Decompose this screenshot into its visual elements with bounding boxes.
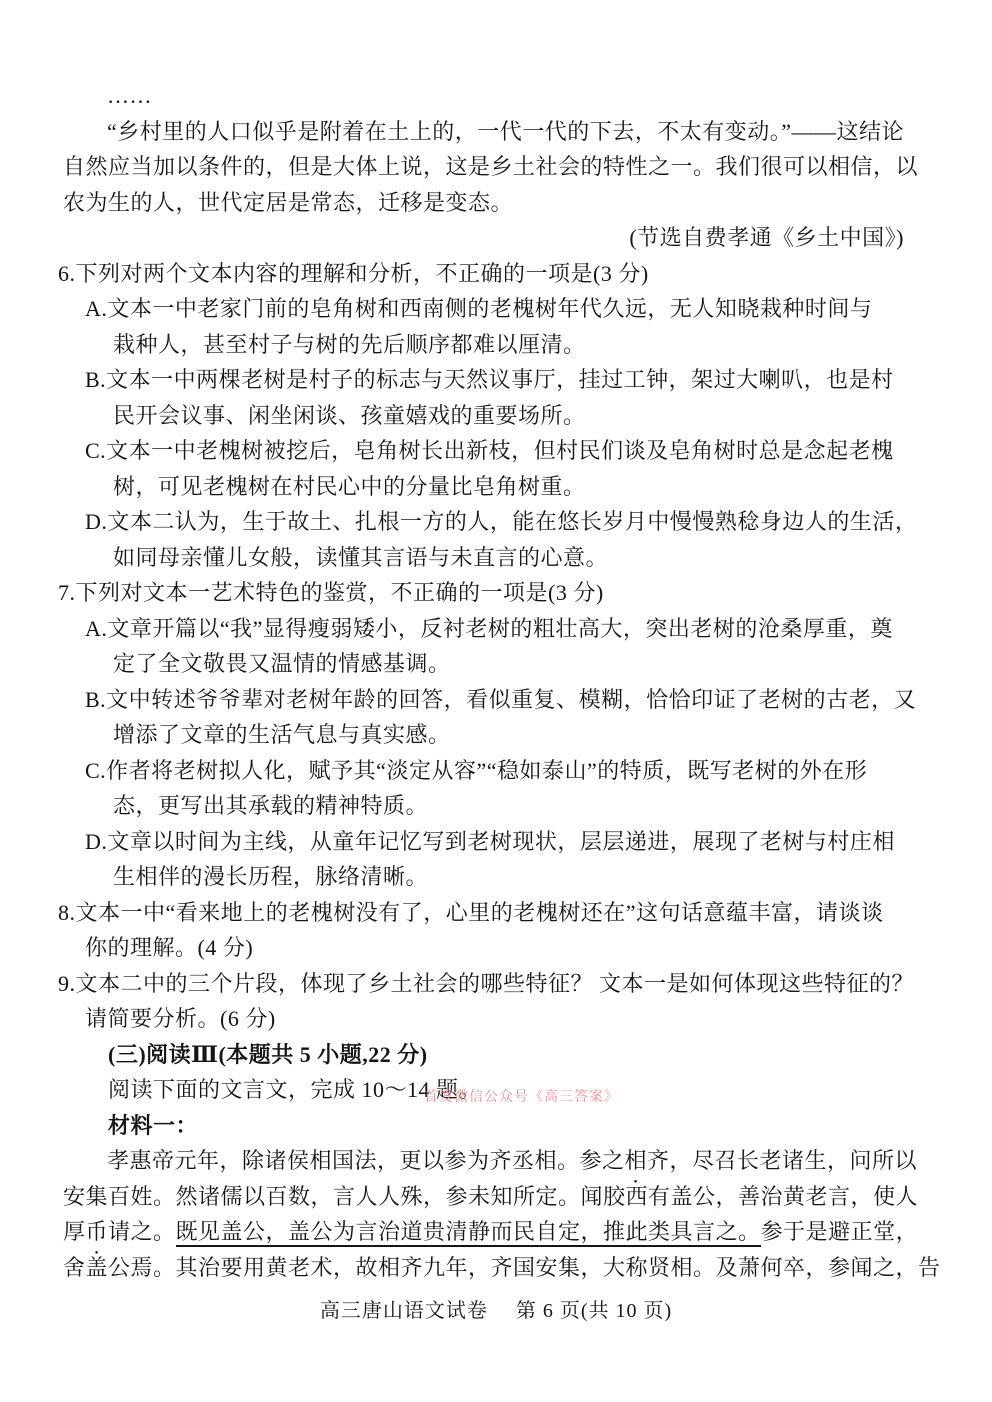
q7-option-b-line: B.文中转述爷爷辈对老树年龄的回答，看似重复、模糊，恰恰印证了老树的古老，又: [85, 686, 917, 712]
q7-option-d-line: 生相伴的漫长历程，脉络清晰。: [113, 864, 429, 889]
q6-option-c-line: C.文本一中老槐树被挖后，皂角树长出新枝，但村民们谈及皂角树时总是念起老槐: [85, 438, 894, 463]
passage-line: [63, 1214, 931, 1250]
q7-option-a-line: 定了全文敬畏又温情的情感基调。: [113, 651, 451, 676]
passage-text: 厚: [63, 1219, 86, 1244]
question-6-stem: 6.下列对两个文本内容的理解和分析，不正确的一项是(3 分): [58, 260, 649, 286]
q6-option-b-line: 民开会议事、闲坐闲谈、孩童嬉戏的重要场所。: [113, 402, 586, 428]
q7-option-b-line: 增添了文章的生活气息与真实感。: [113, 722, 451, 747]
excerpt-line: 农为生的人，世代定居是常态，迁移是变态。: [63, 189, 514, 215]
passage-line: [63, 1143, 931, 1179]
underlined-clause: 既见盖公，盖公为言治道贵清静而民自定，推此类具言之。: [176, 1219, 761, 1247]
q6-option-a-line: A.文本一中老家门前的皂角树和西南侧的老槐树年代久远，无人知晓栽种时间与: [85, 296, 873, 321]
q7-option-d-line: D.文章以时间为主线，从童年记忆写到老树现状，层层递进，展现了老树与村庄相: [85, 828, 895, 854]
question-9-line: 9.文本二中的三个片段，体现了乡土社会的哪些特征？ 文本一是如何体现这些特征的？: [58, 970, 915, 996]
page-footer: [0, 1294, 992, 1323]
q6-option-d-line: 如同母亲懂儿女般，读懂其言语与未直言的心意。: [113, 544, 609, 570]
question-7-stem: 7.下列对文本一艺术特色的鉴赏，不正确的一项是(3 分): [58, 580, 604, 605]
excerpt-line: “乡村里的人口似乎是附着在土上的，一代一代的下去，不太有变动。”——这结论: [107, 118, 905, 144]
footer-doc-title: 高三唐山语文试卷: [319, 1300, 488, 1322]
emphasis-dot-char: 相 ●: [625, 1143, 648, 1179]
q6-option-d-line: D.文本二认为，生于故土、扎根一方的人，能在悠长岁月中慢慢熟稔身边人的生活，: [85, 509, 918, 534]
section-3-heading: (三)阅读Ⅲ(本题共 5 小题,22 分): [108, 1041, 428, 1067]
question-8-line: 你的理解。(4 分): [85, 935, 254, 960]
excerpt-attribution: (节选自费孝通《乡土中国》): [629, 225, 904, 250]
q6-option-c-line: 树，可见老槐树在村民心中的分量比皂角树重。: [113, 473, 586, 499]
material-1-label: 材料一：: [108, 1112, 199, 1138]
question-8-line: 8.文本一中“看来地上的老槐树没有了，心里的老槐树还在”这句话意蕴丰富，请谈谈: [58, 899, 884, 925]
passage-text: 齐，尽召长老诸生，问所以: [647, 1148, 918, 1173]
emphasis-dot-char: 币 ●: [86, 1214, 109, 1250]
footer-page-info: 第 6 页(共 10 页): [515, 1300, 673, 1322]
q7-option-c-line: C.作者将老树拟人化，赋予其“淡定从容”“稳如泰山”的特质，既写老树的外在形: [85, 757, 868, 783]
passage-text: 孝惠帝元年，除诸侯相国法，更以参为齐丞相。参之: [107, 1148, 625, 1173]
watermark-text: 首发微信公众号《高三答案》: [424, 1088, 619, 1104]
passage-line: 舍盖公焉。其治要用黄老术，故相齐九年，齐国安集，大称贤相。及萧何卒，参闻之，告: [63, 1254, 941, 1280]
q7-option-a-line: A.文章开篇以“我”显得瘦弱矮小，反衬老树的粗壮高大，突出老树的沧桑厚重，奠: [85, 615, 893, 641]
passage-text: 请之。: [108, 1219, 176, 1244]
passage-line: 安集百姓。然诸儒以百数，言人人殊，参未知所定。闻胶西有盖公，善治黄老言，使人: [63, 1183, 919, 1209]
q7-option-c-line: 态，更写出其承载的精神特质。: [113, 793, 429, 818]
q6-option-b-line: B.文本一中两棵老树是村子的标志与天然议事厅，挂过工钟，架过大喇叭，也是村: [85, 367, 894, 392]
excerpt-ellipsis: ……: [107, 83, 152, 108]
question-9-line: 请简要分析。(6 分): [85, 1006, 276, 1031]
excerpt-line: 自然应当加以条件的，但是大体上说，这是乡土社会的特性之一。我们很可以相信，以: [63, 154, 919, 179]
section-3-instruction: 阅读下面的文言文，完成 10～14 题。: [108, 1077, 482, 1102]
passage-text: 参于是避正堂，: [760, 1219, 919, 1244]
q6-option-a-line: 栽种人，甚至村子与树的先后顺序都难以厘清。: [113, 331, 586, 357]
